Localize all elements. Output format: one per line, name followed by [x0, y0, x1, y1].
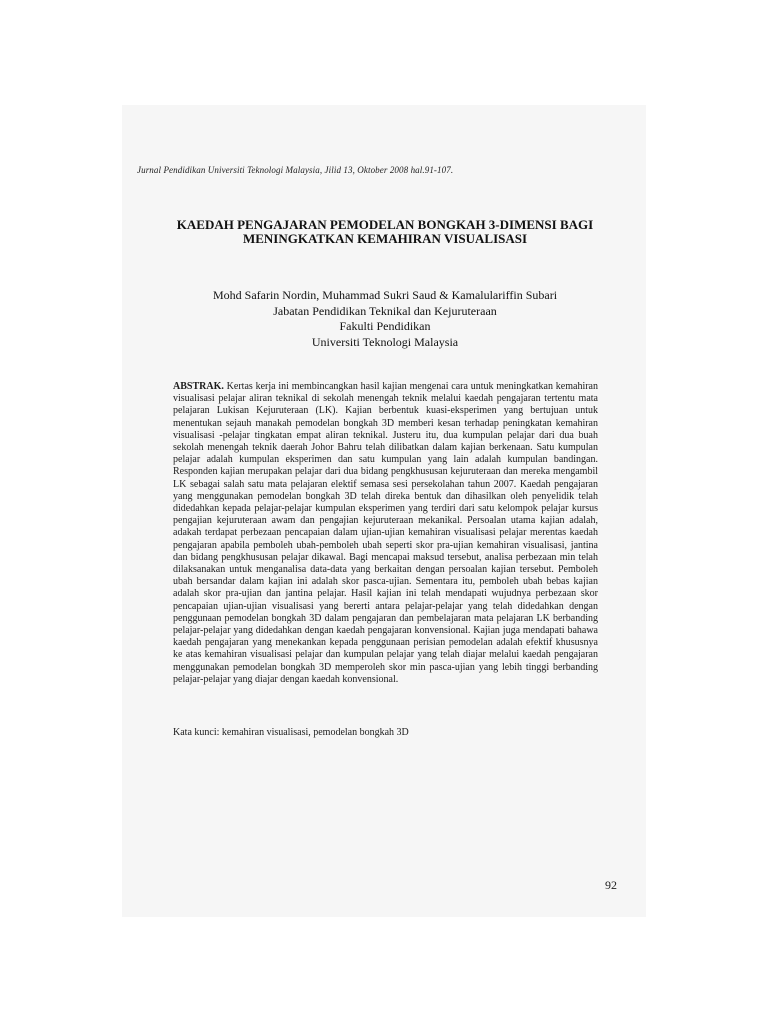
abstract-text: Kertas kerja ini membincangkan hasil kajian mengenai cara untuk meningkatkan kemahiran visualisasi pelajar aliran teknikal di sekolah menengah teknik melalui kaedah pengajaran tertentu mata pelajaran Lukisan Kejuruteraan (LK). Kajian berbentuk kuasi-eksperimen yang bertujuan untuk menentukan sejauh manakah pemodelan bongkah 3D memberi kesan terhadap peningkatan kemahiran visualisasi -pelajar tingkatan empat aliran teknikal. Justeru itu, dua kumpulan pelajar dari dua buah sekolah menengah teknik daerah Johor Bahru telah dilibatkan dalam kajian berkenaan. Satu kumpulan pelajar adalah kumpulan eksperimen dan satu kumpulan yang lain adalah kumpulan bandingan. Responden kajian merupakan pelajar dari dua bidang pengkhususan kejuruteraan dan mereka mengambil LK sebagai salah satu mata pelajaran elektif semasa sesi persekolahan tahun 2007. Kaedah pengajaran yang menggunakan pemodelan bongkah 3D telah direka bentuk dan dihasilkan oleh penyelidik telah didedahkan kepada pelajar-pelajar kumpulan eksperimen yang terdiri dari satu kelompok pelajar kursus pengajian kejuruteraan awam dan pengajian kejuruteraan mekanikal. Persoalan utama kajian adalah, adakah terdapat perbezaan pencapaian dalam ujian-ujian kemahiran visualisasi pelajar merentas kaedah pengajaran apabila pemboleh ubah-pemboleh ubah seperti skor pra-ujian kemahiran visualisasi, jantina dan bidang pengkhususan pelajar dikawal. Bagi mencapai maksud tersebut, analisa perbezaan min telah dilaksanakan untuk menganalisa data-data yang berkaitan dengan persoalan kajian tersebut. Pemboleh ubah bersandar dalam kajian ini adalah skor pasca-ujian. Sementara itu, pemboleh ubah bebas kajian adalah skor pra-ujian dan jantina pelajar. Hasil kajian ini telah mendapati wujudnya perbezaan skor pencapaian ujian-ujian visualisasi yang bererti antara pelajar-pelajar yang telah didedahkan dengan penggunaan pemodelan bongkah 3D dalam pengajaran dan pembelajaran mata pelajaran LK berbanding pelajar-pelajar yang didedahkan dengan kaedah pengajaran konvensional. Kajian juga mendapati bahawa kaedah pengajaran yang menekankan kepada penggunaan perisian pemodelan adalah efektif khususnya ke atas kemahiran visualisasi pelajar dan kumpulan pelajar yang telah diajar melalui kaedah pengajaran menggunakan pemodelan bongkah 3D memperoleh skor min pasca-ujian yang lebih tinggi berbanding pelajar-pelajar yang diajar dengan kaedah konvensional. — [173, 381, 598, 685]
keywords: Kata kunci: kemahiran visualisasi, pemodelan bongkah 3D — [173, 727, 409, 738]
author-names: Mohd Safarin Nordin, Muhammad Sukri Saud & Kamalulariffin Subari — [212, 288, 558, 302]
paper-title-line-1: KAEDAH PENGAJARAN PEMODELAN BONGKAH 3-DIMENSI BAGI — [176, 217, 594, 232]
affiliation-faculty: Fakulti Pendidikan — [339, 319, 431, 333]
affiliation-department: Jabatan Pendidikan Teknikal dan Kejuruteraan — [273, 303, 497, 318]
author-block — [150, 288, 620, 350]
affiliation-university: Universiti Teknologi Malaysia — [311, 334, 459, 349]
journal-citation: Jurnal Pendidikan Universiti Teknologi Malaysia, Jilid 13, Oktober 2008 hal.91-107. — [137, 165, 454, 175]
abstract — [173, 381, 598, 686]
page-number: 92 — [605, 878, 617, 892]
paper-title — [150, 218, 620, 246]
paper-title-line-2: MENINGKATKAN KEMAHIRAN VISUALISASI — [242, 231, 528, 246]
abstract-label: ABSTRAK. — [173, 381, 224, 392]
